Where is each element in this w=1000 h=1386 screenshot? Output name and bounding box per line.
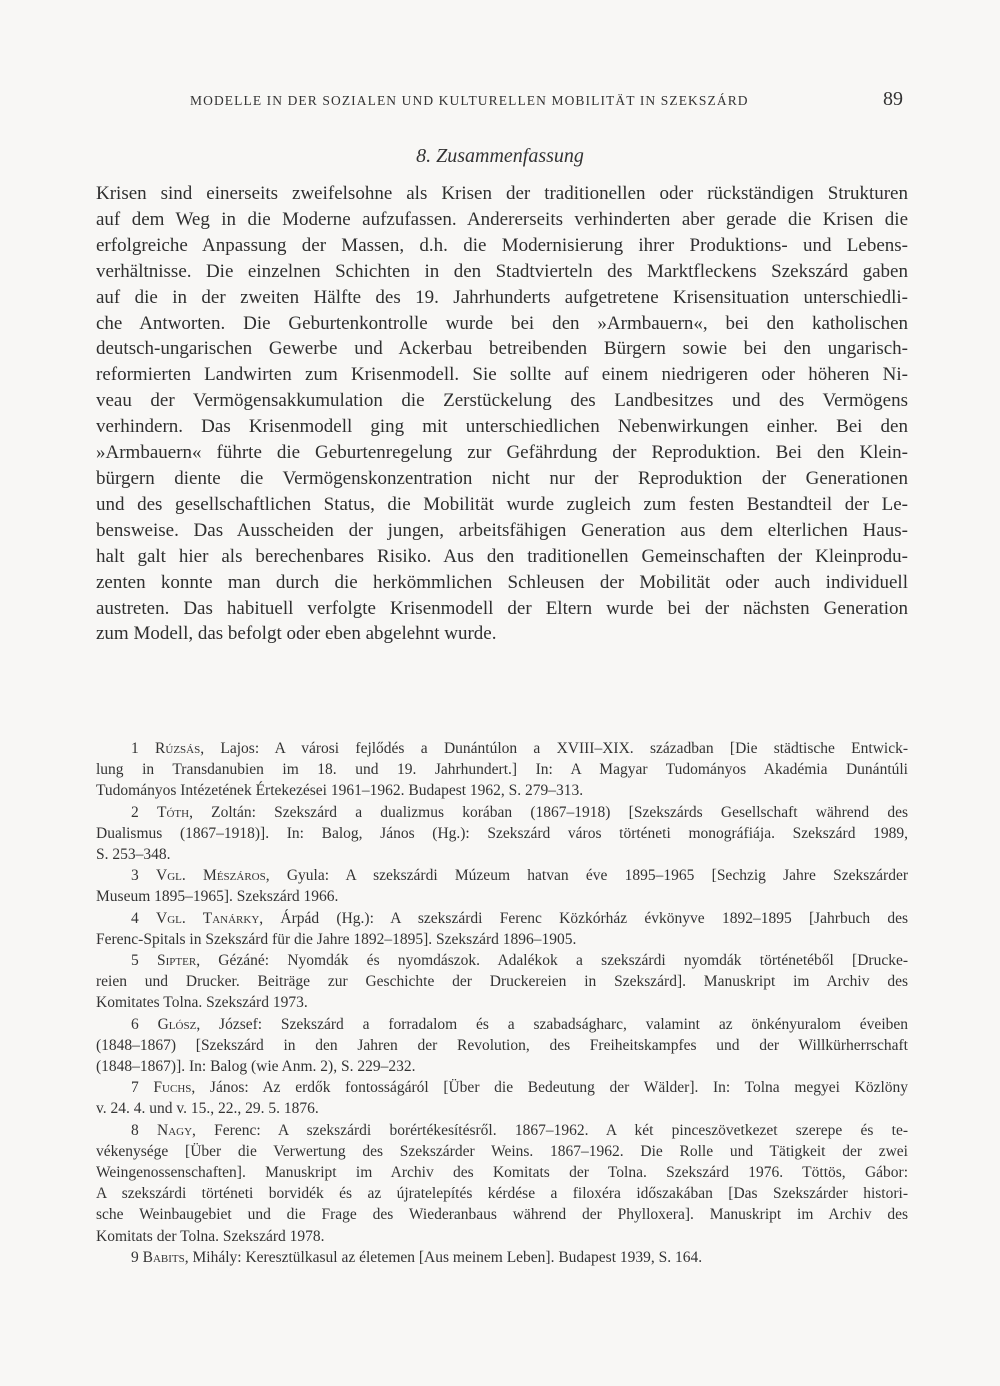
running-head: MODELLE IN DER SOZIALEN UND KULTURELLEN MOBILITÄT IN SZEKSZÁRD xyxy=(190,93,749,108)
footnote-first-line xyxy=(96,1120,908,1141)
footnote-number: 1 xyxy=(131,740,139,757)
footnote xyxy=(96,802,908,866)
footnote-line: v. 24. 4. und v. 15., 22., 29. 5. 1876. xyxy=(96,1100,319,1118)
body-line: und des gesellschaftlichen Status, die Mobilität wurde zugleich zum festen Bestandteil der Le- xyxy=(96,493,908,515)
footnote-number: 8 xyxy=(131,1121,139,1139)
footnote-line: A szekszárdi történeti borvidék és az újratelepítés kérdése a filoxéra időszakában [Das Szekszárder histori- xyxy=(96,1185,908,1203)
body-line: halt galt hier als berechenbares Risiko. Aus den traditionellen Gemeinschaften der Kleinprodu- xyxy=(96,545,908,567)
footnote-line: sche Weinbaugebiet und die Frage des Wiederanbaus während der Phylloxera]. Manuskript im Archiv des xyxy=(96,1206,908,1224)
body-line: Krisen sind einerseits zweifelsohne als Krisen der traditionellen oder rückständigen Strukturen xyxy=(96,183,908,204)
footnote-line: Komitats der Tolna. Szekszárd 1978. xyxy=(96,1227,325,1245)
body-line: che Antworten. Die Geburtenkontrolle wurde bei den »Armbauern«, bei den katholischen xyxy=(96,312,908,334)
body-line: verhältnisse. Die einzelnen Schichten in den Stadtvierteln des Marktfleckens Szekszárd gaben xyxy=(96,260,908,282)
body-line: bürgern diente die Vermögenskonzentration nicht nur der Reproduktion der Generationen xyxy=(96,467,908,489)
footnote-number: 3 xyxy=(131,867,139,885)
footnote-text: , Lajos: A városi fejlődés a Dunántúlon a XVIII–XIX. században [Die städtische Entwick- xyxy=(200,740,908,757)
body-text xyxy=(96,181,908,647)
footnote-line: lung in Transdanubien im 18. und 19. Jahrhundert.] In: A Magyar Tudományos Akadémia Dunántúli xyxy=(96,761,908,779)
footnote-text: , Mihály: Keresztülkasul az életemen [Aus meinem Leben]. Budapest 1939, S. 164. xyxy=(184,1248,703,1266)
footnote-first-line xyxy=(96,802,908,823)
body-line: deutsch-ungarischen Gewerbe und Ackerbau betreibenden Bürgern sowie bei den ungarisch- xyxy=(96,338,908,360)
body-line: »Armbauern« führte die Geburtenregelung zur Gefährdung der Reproduktion. Bei den Klein- xyxy=(96,442,908,464)
footnote-number: 5 xyxy=(131,952,139,970)
footnote xyxy=(96,908,908,950)
footnote-first-line xyxy=(96,908,908,929)
footnote-line: Museum 1895–1965]. Szekszárd 1966. xyxy=(96,888,339,906)
footnote-first-line xyxy=(96,1014,908,1035)
footnote-text: , Árpád (Hg.): A szekszárdi Ferenc Közkórház évkönyve 1892–1895 [Jahrbuch des xyxy=(259,909,909,927)
footnote xyxy=(96,1077,908,1119)
footnote-author: Rúzsás xyxy=(155,740,201,757)
footnote-line: (1848–1867) [Szekszárd in den Jahren der Revolution, des Freiheitskampfes und der Willkürherrschaft xyxy=(96,1036,908,1054)
footnote-line: Komitates Tolna. Szekszárd 1973. xyxy=(96,994,308,1012)
body-line: reformierten Landwirten zum Krisenmodell. Sie sollte auf einem niedrigeren oder höheren Ni- xyxy=(96,364,908,386)
footnote-first-line xyxy=(96,1077,908,1098)
footnote-number: 9 xyxy=(131,1248,139,1266)
footnote-first-line xyxy=(96,1247,908,1268)
footnote-text: , Zoltán: Szekszárd a dualizmus korában (1867–1918) [Szekszárds Gesellschaft während des xyxy=(189,803,909,821)
footnotes xyxy=(96,738,908,1268)
footnote-line: Tudományos Intézetének Értekezései 1961–1962. Budapest 1962, S. 279–313. xyxy=(96,782,584,800)
footnote-line: S. 253–348. xyxy=(96,846,171,864)
footnote-text: , János: Az erdők fontosságáról [Über die Bedeutung der Wälder]. In: Tolna megyei Közlöny xyxy=(191,1079,909,1097)
body-line: verhindern. Das Krisenmodell ging mit unterschiedlichen Nebenwirkungen einher. Bei den xyxy=(96,416,908,438)
footnote-line: Weingenossenschaften]. Manuskript im Archiv des Komitats der Tolna. Szekszárd 1976. Töttös, Gábor: xyxy=(96,1164,908,1182)
footnote-text: , József: Szekszárd a forradalom és a szabadságharc, valamint az önkényuralom éveiben xyxy=(196,1015,909,1033)
footnote xyxy=(96,1014,908,1078)
footnote-author: Vgl. Tanárky xyxy=(156,909,260,927)
section-title: 8. Zusammenfassung xyxy=(416,145,584,167)
body-line: bensweise. Das Ausscheiden der jungen, arbeitsfähigen Generation aus dem elterlichen Haus- xyxy=(96,519,908,541)
footnote-author: Tóth xyxy=(156,803,190,821)
body-line: auf die in der zweiten Hälfte des 19. Jahrhunderts aufgetretene Krisensituation unterschiedli- xyxy=(96,286,908,308)
footnote-text: , Gyula: A szekszárdi Múzeum hatvan éve 1895–1965 [Sechzig Jahre Szekszárder xyxy=(265,867,908,885)
footnote-author: Sipter xyxy=(157,952,197,970)
footnote-text: , Ferenc: A szekszárdi borértékesítésről. 1867–1962. A két pinceszövetkezet szerepe és te- xyxy=(192,1121,909,1139)
footnote-line: Dualismus (1867–1918)]. In: Balog, János (Hg.): Szekszárd város történeti monográfiája. Szekszárd 1989, xyxy=(96,824,908,842)
body-line: austreten. Das habituell verfolgte Krisenmodell der Eltern wurde bei der nächsten Generation xyxy=(96,597,908,619)
footnote-number: 6 xyxy=(131,1015,139,1033)
footnote-author: Fuchs xyxy=(153,1079,192,1097)
footnote-first-line xyxy=(96,950,908,971)
footnote-line: (1848–1867)]. In: Balog (wie Anm. 2), S. 229–232. xyxy=(96,1058,416,1076)
footnote-author: Babits xyxy=(142,1248,185,1266)
body-line: zum Modell, das befolgt oder eben abgelehnt wurde. xyxy=(96,623,497,645)
footnote-text: , Gézáné: Nyomdák és nyomdászok. Adalékok a szekszárdi nyomdák történetéből [Drucke- xyxy=(196,952,908,970)
footnote-number: 2 xyxy=(131,803,139,821)
footnote-number: 4 xyxy=(131,909,139,927)
footnote-line: Ferenc-Spitals in Szekszárd für die Jahre 1892–1895]. Szekszárd 1896–1905. xyxy=(96,930,577,948)
footnote xyxy=(96,1247,908,1268)
footnote-author: Glósz xyxy=(157,1015,197,1033)
body-line: zenten konnte man durch die herkömmlichen Schleusen der Mobilität oder auch individuell xyxy=(96,571,908,593)
body-line: veau der Vermögensakkumulation die Zerstückelung des Landbesitzes und des Vermögens xyxy=(96,390,908,412)
body-line: auf dem Weg in die Moderne aufzufassen. Andererseits verhinderten aber gerade die Krisen die xyxy=(96,208,908,230)
footnote-number: 7 xyxy=(131,1079,139,1097)
footnote xyxy=(96,865,908,907)
footnote xyxy=(96,950,908,1014)
footnote-first-line xyxy=(96,738,908,759)
footnote-first-line xyxy=(96,865,908,886)
footnote-author: Vgl. Mészáros xyxy=(156,867,266,885)
footnote-line: reien und Drucker. Beiträge zur Geschichte der Druckereien in Szekszárd]. Manuskript im Archiv des xyxy=(96,973,908,991)
footnote xyxy=(96,1120,908,1247)
footnote-author: Nagy xyxy=(157,1121,193,1139)
footnote-line: vékenysége [Über die Verwertung des Szekszárder Weins. 1867–1962. Die Rolle und Tätigkeit der zwei xyxy=(96,1142,908,1160)
body-line: erfolgreiche Anpassung der Massen, d.h. die Modernisierung ihrer Produktions- und Lebens- xyxy=(96,234,908,256)
footnote xyxy=(96,738,908,802)
page-number: 89 xyxy=(883,88,903,110)
